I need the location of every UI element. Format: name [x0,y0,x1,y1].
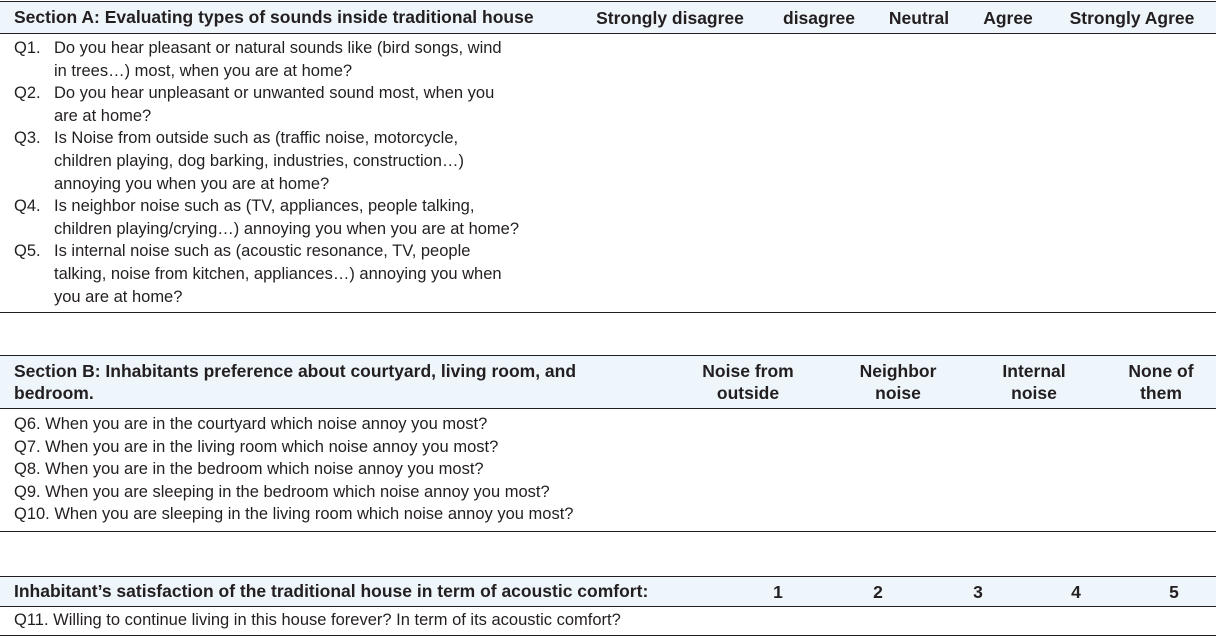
col-rating-4: 4 [1071,581,1081,602]
question-number: Q4. [14,197,41,216]
question-q3 [14,127,519,195]
question-q4 [14,195,519,240]
col-label-line: noise [875,383,921,403]
question-number: Q1. [14,39,41,57]
col-rating-2: 2 [873,581,883,602]
question-text: are at home? [54,106,152,125]
section-a-questions [14,37,519,308]
question-text: Do you hear unpleasant or unwanted sound most, when you [54,84,495,103]
question-text: annoying you when you are at home? [54,174,330,193]
section-b-bottom-rule [0,531,1216,532]
section-a-title: Section A: Evaluating types of sounds inside traditional house [14,7,534,27]
col-strongly-disagree: Strongly disagree [596,7,744,28]
section-c-title: Inhabitant’s satisfaction of the traditional house in term of acoustic comfort: [14,581,649,601]
question-text: you are at home? [54,287,183,306]
question-number: Q3. [14,129,41,148]
question-q6: Q6. When you are in the courtyard which noise annoy you most? [14,415,488,433]
section-b-title [14,356,654,408]
question-text: Do you hear pleasant or natural sounds like (bird songs, wind [54,39,502,57]
question-q10: Q10. When you are sleeping in the living room which noise annoy you most? [14,505,574,524]
question-number: Q5. [14,242,41,261]
col-label-line: None of [1128,361,1194,381]
question-text: children playing, dog barking, industries, construction…) [54,151,464,170]
col-none-of-them [1110,356,1212,408]
question-q11: Q11. Willing to continue living in this house forever? In term of its acoustic comfort? [14,611,621,629]
question-q9: Q9. When you are sleeping in the bedroom which noise annoy you most? [14,482,550,501]
col-label-line: Noise from [702,361,794,381]
col-disagree: disagree [783,7,855,28]
question-number: Q2. [14,84,41,103]
question-text: Is neighbor noise such as (TV, appliances, people talking, [54,197,475,216]
col-label-line: them [1140,383,1182,403]
question-q5 [14,240,519,308]
question-q1 [14,37,519,82]
col-agree: Agree [983,7,1033,28]
section-a-bottom-rule [0,312,1216,313]
col-noise-from-outside [680,356,816,408]
col-label-line: outside [716,383,780,403]
question-text: Is Noise from outside such as (traffic noise, motorcycle, [54,129,459,148]
section-b-title-line: bedroom. [14,383,94,403]
section-b-questions [14,413,573,526]
col-internal-noise [978,356,1090,408]
section-c-questions [14,609,621,632]
question-text: in trees…) most, when you are at home? [54,61,353,80]
col-neutral: Neutral [888,7,950,28]
col-label-line: Internal [1002,361,1066,381]
section-a-header [0,1,1216,34]
section-b-title-line: Section B: Inhabitants preference about courtyard, living room, and [14,361,577,381]
section-b-header [0,355,1216,409]
question-text: children playing/crying…) annoying you when you are at home? [54,219,520,238]
col-rating-3: 3 [973,581,983,602]
col-rating-5: 5 [1169,581,1179,602]
section-c-bottom-rule [0,635,1216,636]
col-neighbor-noise [838,356,958,408]
col-label-line: Neighbor [859,361,937,381]
question-q7: Q7. When you are in the living room which noise annoy you most? [14,437,499,456]
question-text: Is internal noise such as (acoustic resonance, TV, people [54,242,471,261]
question-q2 [14,82,519,127]
col-rating-1: 1 [773,581,783,602]
question-text: talking, noise from kitchen, appliances…) annoying you when [54,264,502,283]
section-c-header [0,576,1216,607]
col-label-line: noise [1011,383,1057,403]
question-q8: Q8. When you are in the bedroom which noise annoy you most? [14,460,484,479]
col-strongly-agree: Strongly Agree [1069,7,1195,28]
